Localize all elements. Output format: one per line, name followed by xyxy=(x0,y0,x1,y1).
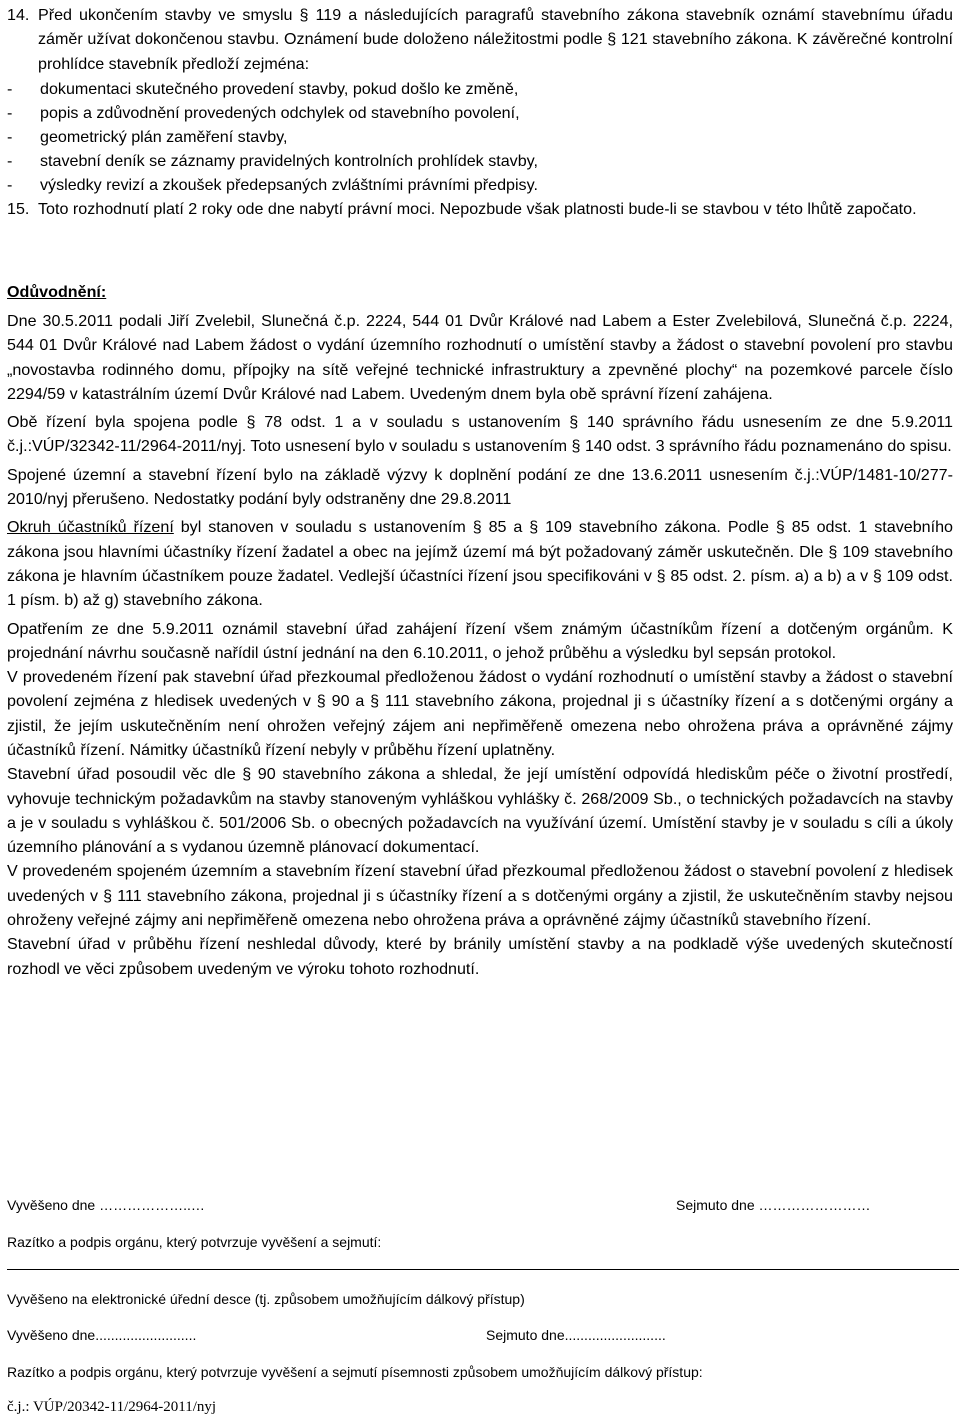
list-item: - dokumentaci skutečného provedení stavby, pokud došlo ke změně, xyxy=(7,79,519,98)
posting-footer xyxy=(7,0,953,1421)
divider xyxy=(7,1269,959,1270)
list-item: - výsledky revizí a zkoušek předepsaných zvláštními právními předpisy. xyxy=(7,176,538,195)
list-item: - popis a zdůvodnění provedených odchylek od stavebního povolení, xyxy=(7,103,520,122)
paragraph: Stavební úřad v průběhu řízení neshledal důvody, které by bránily umístění stavby a na podkladě výše uvedených skutečností rozhodl ve věci způsobem uvedeným ve výroku tohoto rozhodnutí. xyxy=(7,935,953,978)
paragraph: V provedeném spojeném územním a stavebním řízení stavební úřad přezkoumal předloženou žádost o stavební povolení z hledisek uvedených v § 111 stavebního zákona, projednal ji s účastníky řízení a s dotčenými orgány a zjistil, že uskutečněním stavby nejsou ohroženy veřejné zájmy ani nepřiměřeně omezena nebo ohrožena práva a oprávněné zájmy účastníků stavebního řízení. xyxy=(7,862,953,930)
condition-text: Toto rozhodnutí platí 2 roky ode dne nabytí právní moci. Nepozbude však platnosti bude-li se stavbou v této lhůtě započato. xyxy=(38,200,917,219)
condition-text: Před ukončením stavby ve smyslu § 119 a následujících paragrafů stavebního zákona stavebník oznámí stavebnímu úřadu záměr užívat dokončenou stavbu. Oznámení bude doloženo náležitostmi podle § 121 stavebního zákona. K závěrečné kontrolní prohlídce stavebník předloží zejména: xyxy=(38,6,953,73)
paragraph: Okruh účastníků řízení byl stanoven v souladu s ustanovením § 85 a § 109 stavebního zákona. Podle § 85 odst. 1 stavebního zákona jsou hlavními účastníky řízení žadatel a obec na jejímž území má být požadovaný záměr uskutečněn. Dle § 109 stavebního zákona je hlavním účastníkem pouze žadatel. Vedlejší účastníci řízení jsou specifikováni v § 85 odst. 2. písm. a) a b) a v § 109 odst. 1 písm. b) až g) stavebního zákona. xyxy=(7,518,953,610)
reference-number: č.j.: VÚP/20342-11/2964-2011/nyj xyxy=(7,1399,217,1415)
removed-date-field-electronic: Sejmuto dne.......................... xyxy=(486,1327,666,1343)
paragraph: Stavební úřad posoudil věc dle § 90 stavebního zákona a shledal, že její umístění odpovídá hlediskům péče o životní prostředí, vyhovuje technickým požadavkům na stavby stanoveným vyhláškou vyhlášky č. 268/2009 Sb., o technických požadavcích na stavby a je v souladu s vyhláškou č. 501/2006 Sb. o obecných požadavcích na využívání území. Umístění stavby je v souladu s cíli a úkoly územního plánování a s vydanou územně plánovací dokumentací. xyxy=(7,765,953,857)
reasoning-heading: Odůvodnění: xyxy=(7,282,107,301)
paragraph: Dne 30.5.2011 podali Jiří Zvelebil, Slunečná č.p. 2224, 544 01 Dvůr Králové nad Labem a Ester Zvelebilová, Slunečná č.p. 2224, 544 01 Dvůr Králové nad Labem žádost o vydání územního rozhodnutí o umístění stavby a žádost o stavební povolení pro stavbu „novostavba rodinného domu, přípojky na sítě veřejné technické infrastruktury a zpevněné plochy“ na pozemkové parcele číslo 2294/59 v katastrálním území Dvůr Králové nad Labem. Uvedeným dnem byla obě správní řízení zahájena. xyxy=(7,311,953,403)
electronic-board-note: Vyvěšeno na elektronické úřední desce (tj. způsobem umožňujícím dálkový přístup) xyxy=(7,1291,525,1307)
paragraph: Obě řízení byla spojena podle § 78 odst. 1 a v souladu s ustanovením § 140 správního řádu usnesením ze dne 5.9.2011 č.j.:VÚP/32342-11/2964-2011/nyj. Toto usnesení bylo v souladu s ustanovením § 140 odst. 3 správního řádu poznamenáno do spisu. xyxy=(7,413,953,456)
paragraph: Spojené územní a stavební řízení bylo na základě výzvy k doplnění podání ze dne 13.6.2011 usnesením č.j.:VÚP/1481-10/277-2010/nyj přerušeno. Nedostatky podání byly odstraněny dne 29.8.2011 xyxy=(7,465,953,509)
condition-number: 15. xyxy=(7,200,30,219)
posted-date-field-electronic: Vyvěšeno dne.......................... xyxy=(7,1327,197,1343)
participants-term: Okruh účastníků řízení xyxy=(7,518,174,537)
removed-date-field: Sejmuto dne …………………… xyxy=(676,1197,871,1213)
stamp-signature-label: Razítko a podpis orgánu, který potvrzuje vyvěšení a sejmutí: xyxy=(7,1234,382,1250)
paragraph: V provedeném řízení pak stavební úřad přezkoumal předloženou žádost o vydání rozhodnutí o umístění stavby a žádost o stavební povolení zejména z hledisek uvedených v § 90 a § 111 stavebního zákona, projednal ji s účastníky řízení a s dotčenými orgány a zjistil, že jejím uskutečněním není ohrožen veřejný zájem ani nepřiměřeně omezena nebo ohrožena práva a oprávněné zájmy účastníků řízení. Námitky účastníků řízení nebyly v průběhu řízení uplatněny. xyxy=(7,668,953,759)
condition-number: 14. xyxy=(7,6,30,24)
posted-date-field: Vyvěšeno dne ………………..… xyxy=(7,1197,205,1213)
stamp-signature-label-electronic: Razítko a podpis orgánu, který potvrzuje vyvěšení a sejmutí písemnosti způsobem umožňujícím dálkový přístup: xyxy=(7,1364,703,1380)
paragraph: Opatřením ze dne 5.9.2011 oznámil stavební úřad zahájení řízení všem známým účastníkům řízení a dotčeným orgánům. K projednání návrhu současně nařídil ústní jednání na den 6.10.2011, o jehož průběhu a výsledku byl sepsán protokol. xyxy=(7,619,953,662)
list-item: - geometrický plán zaměření stavby, xyxy=(7,128,288,147)
list-item: - stavební deník se záznamy pravidelných kontrolních prohlídek stavby, xyxy=(7,152,538,171)
